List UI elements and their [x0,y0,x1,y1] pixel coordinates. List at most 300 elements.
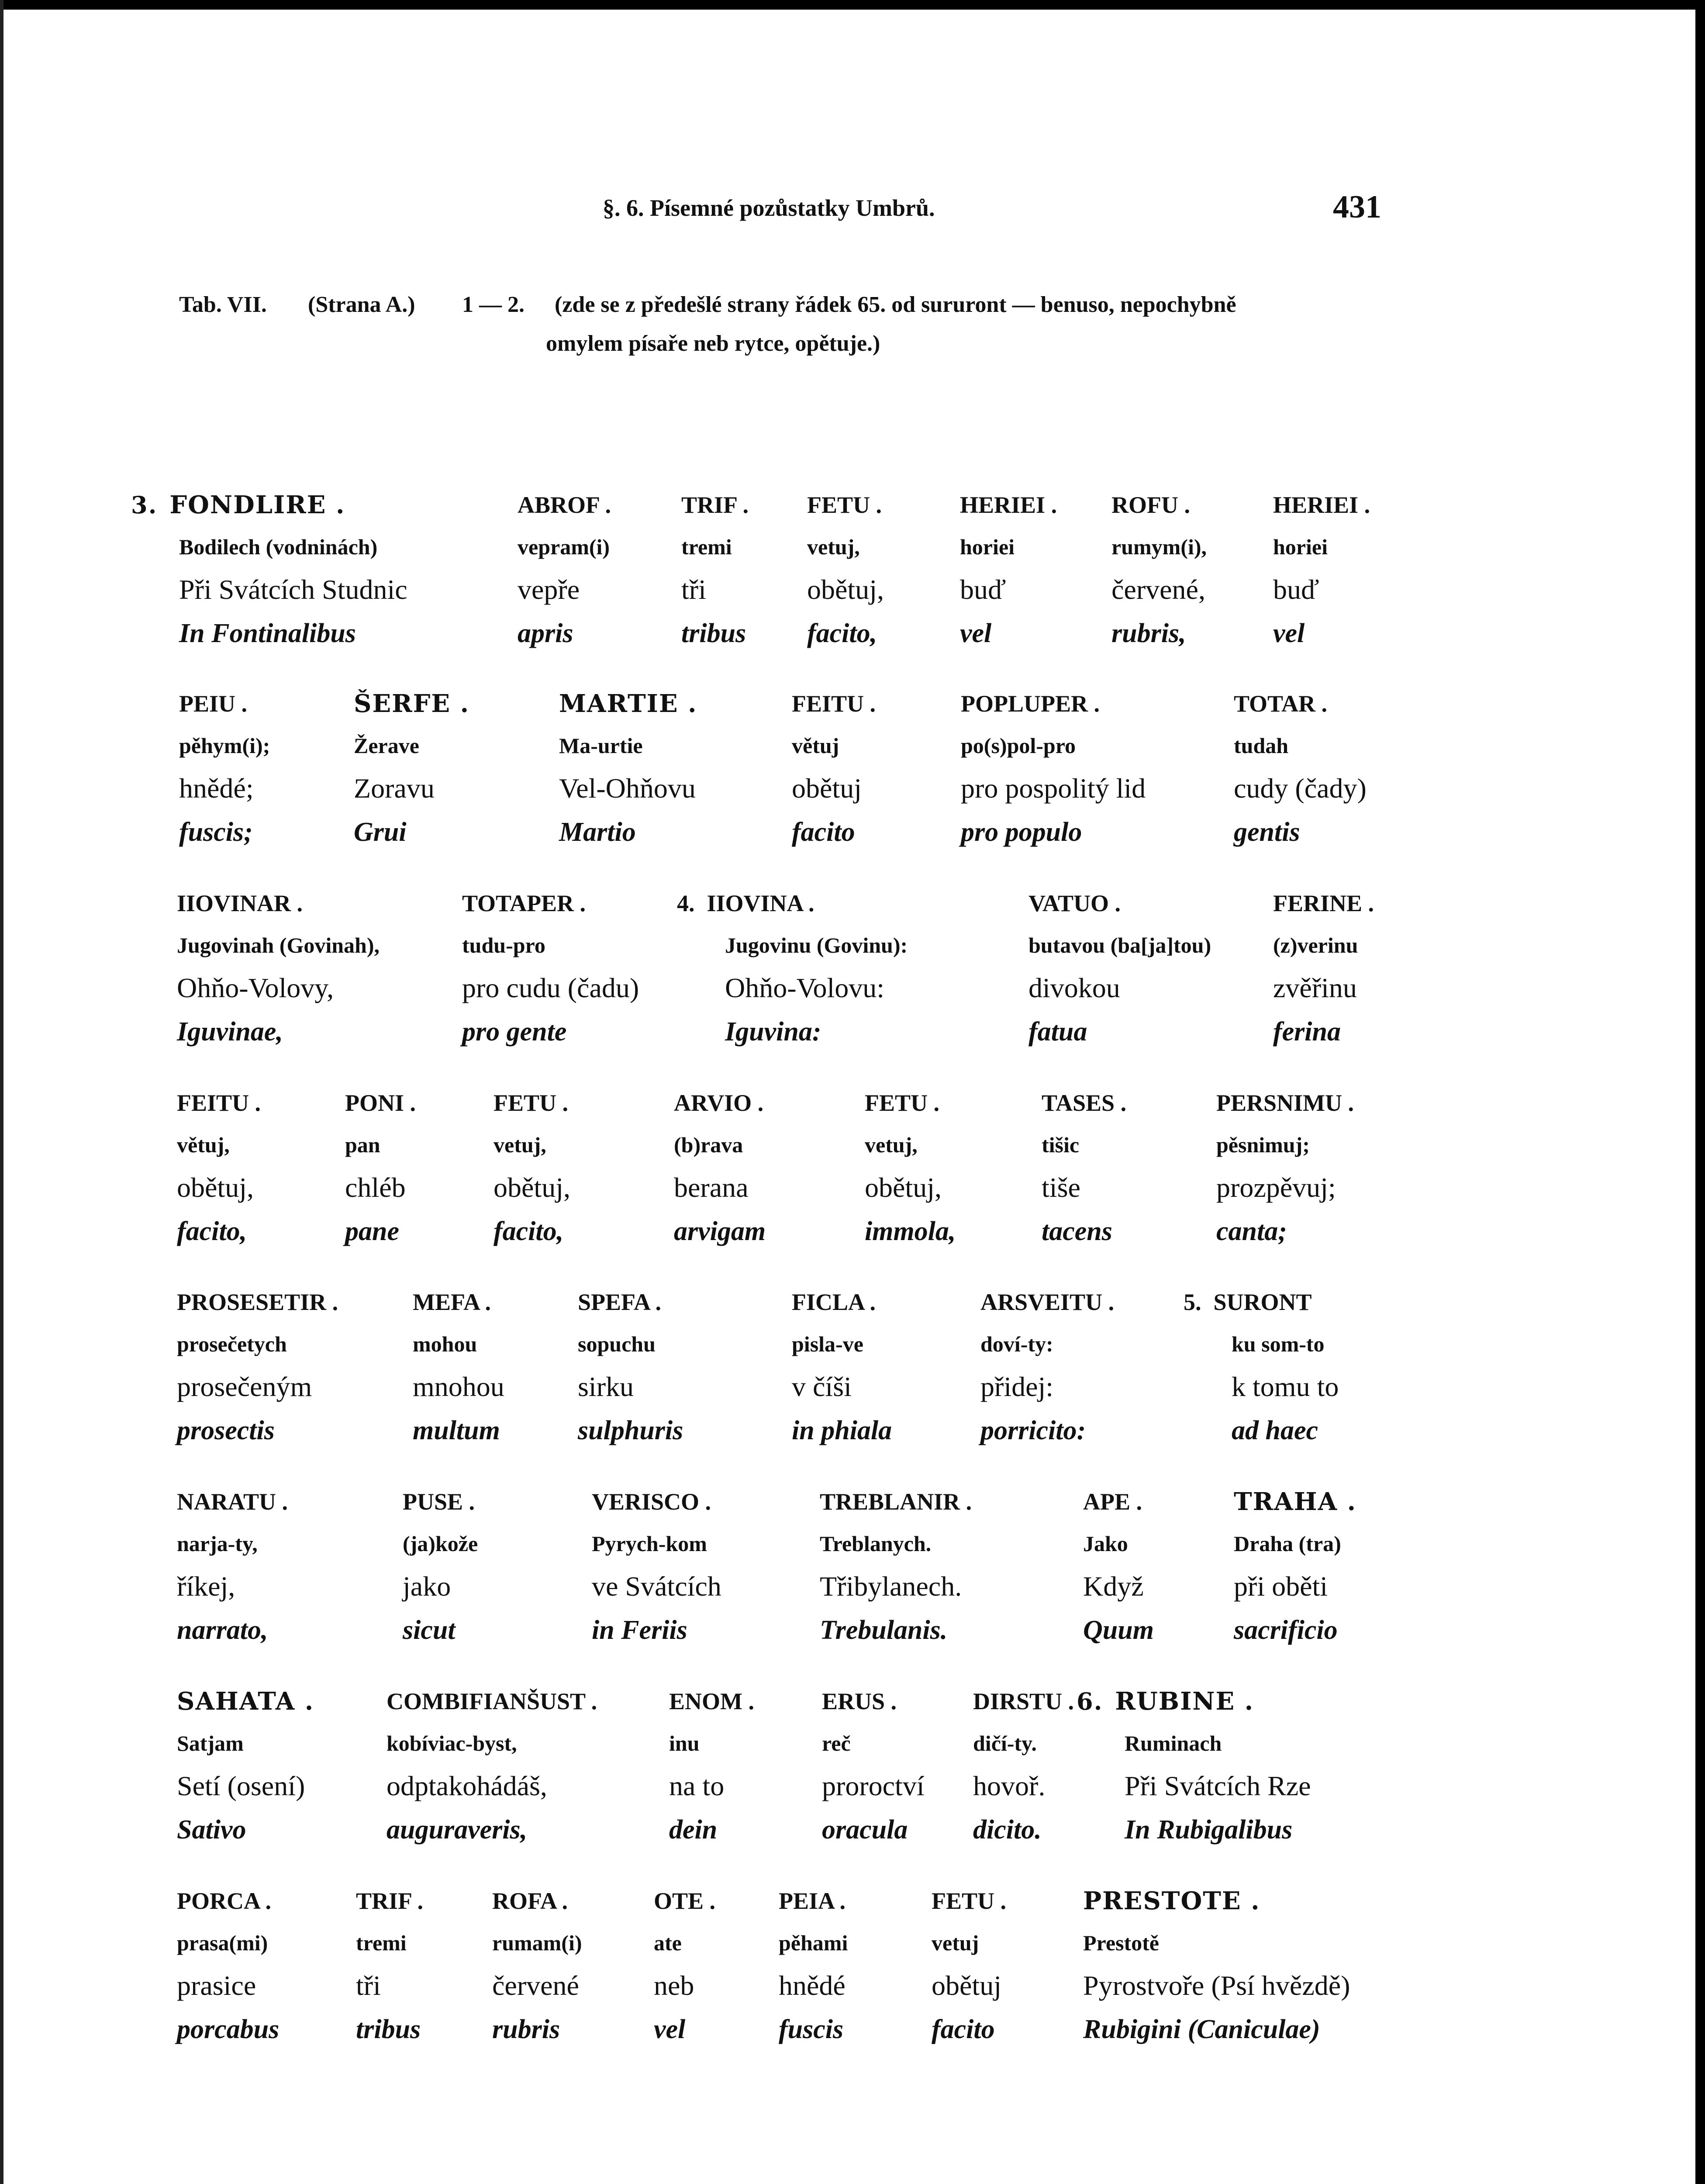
czech-translation: obětuj, [494,1172,570,1203]
umbrian-word-text: FETU . [494,1090,569,1116]
transliteration: tudah [1234,733,1289,758]
transliteration: Jako [1083,1531,1128,1556]
czech-translation: prozpěvuj; [1216,1172,1336,1203]
czech-translation: chléb [345,1172,406,1203]
umbrian-word [961,683,1146,725]
latin-translation: vel [1273,619,1305,648]
umbrian-word [578,1281,683,1323]
glossary-entry [179,683,270,854]
glossary-entry [1234,683,1367,854]
page-border-right [1695,0,1705,2184]
umbrian-word [518,484,611,526]
czech-translation: vepře [518,574,580,605]
czech-translation: Třibylanech. [820,1571,962,1602]
transliteration: Jugovinah (Govinah), [177,933,380,957]
glossary-entry [1042,1082,1126,1253]
glossary-entry [1077,1680,1311,1852]
glossary-entry [961,683,1146,854]
latin-translation: in phiala [792,1416,892,1445]
page-number: 431 [1333,189,1381,225]
umbrian-word [592,1481,721,1523]
umbrian-word [1083,1481,1154,1523]
glossary-entry [345,1082,416,1253]
latin-translation: sicut [403,1615,456,1645]
transliteration: Jugovinu (Govinu): [725,933,908,957]
umbrian-word-text: TRIF . [681,492,749,518]
page-border-left [0,0,3,2184]
umbrian-word [1234,683,1367,725]
transliteration: (z)verinu [1273,933,1358,957]
umbrian-word [1216,1082,1354,1124]
latin-translation: apris [518,619,573,648]
transliteration: dičí-ty. [973,1731,1037,1755]
transliteration: doví-ty: [980,1332,1053,1356]
glossary-entry [1083,1481,1154,1652]
transliteration: Prestotě [1083,1931,1159,1955]
transliteration: Treblanych. [820,1531,932,1556]
latin-translation: dein [669,1815,718,1845]
glossary-entry [1111,484,1207,655]
glossary-entry [1273,882,1374,1054]
line-number: 6. [1077,1687,1103,1715]
czech-translation: tři [356,1970,381,2001]
umbrian-word [820,1481,972,1523]
czech-translation: pro cudu (čadu) [462,972,639,1003]
glossary-entry [403,1481,478,1652]
umbrian-word [177,1880,279,1922]
latin-translation: fatua [1029,1017,1087,1047]
glossary-entry [779,1880,848,2051]
umbrian-word [980,1281,1114,1323]
czech-translation: neb [654,1970,694,2001]
latin-translation: vel [960,619,992,648]
latin-translation: immola, [865,1216,956,1246]
umbrian-word [403,1481,478,1523]
transliteration: vetuj, [807,535,860,559]
czech-translation: jako [403,1571,451,1602]
glossary-entry [592,1481,721,1652]
czech-translation: buď [1273,574,1319,605]
transliteration: horiei [1273,535,1328,559]
transliteration: Ma-urtie [559,733,643,758]
umbrian-word [1273,882,1374,924]
latin-translation: pro populo [961,817,1082,847]
transliteration: rumym(i), [1111,535,1207,559]
transliteration: reč [822,1731,851,1755]
glossary-entry [177,882,380,1054]
latin-translation: vel [654,2015,686,2044]
umbrian-word [1273,484,1370,526]
umbrian-word [674,1082,766,1124]
umbrian-word-text: MARTIE . [559,689,697,718]
intro-note-line2: omylem písaře neb rytce, opětuje.) [546,331,880,356]
umbrian-word [356,1880,423,1922]
latin-translation: arvigam [674,1216,766,1246]
umbrian-word-text: HERIEI . [960,492,1057,518]
czech-translation: Při Svátcích Studnic [179,574,407,605]
umbrian-word [681,484,749,526]
latin-translation: Quum [1083,1615,1154,1645]
transliteration: pan [345,1133,380,1157]
latin-translation: rubris [492,2015,560,2044]
czech-translation: ve Svátcích [592,1571,721,1602]
czech-translation: přidej: [980,1371,1054,1402]
transliteration: pěsnimuj; [1216,1133,1310,1157]
latin-translation: facito, [494,1216,564,1246]
transliteration: vepram(i) [518,535,610,559]
czech-translation: hovoř. [973,1770,1046,1801]
umbrian-word-text: APE . [1083,1489,1142,1515]
umbrian-word [177,882,380,924]
umbrian-word-text: TRAHA . [1234,1487,1357,1516]
glossary-entry [413,1281,504,1452]
umbrian-word-text: PROSESETIR . [177,1289,338,1315]
transliteration: prasa(mi) [177,1931,268,1955]
glossary-entry [387,1680,597,1852]
glossary-entry [131,484,407,655]
umbrian-word [1083,1880,1350,1922]
latin-translation: canta; [1216,1216,1287,1246]
glossary-entry [674,1082,766,1253]
umbrian-word [559,683,697,725]
czech-translation: prosečeným [177,1371,312,1402]
umbrian-word-text: SAHATA . [177,1687,314,1716]
latin-translation: tribus [681,619,746,648]
umbrian-word [177,1481,288,1523]
latin-translation: Iguvinae, [177,1017,283,1047]
umbrian-word-text: ABROF . [518,492,611,518]
glossary-entry [578,1281,683,1452]
umbrian-word-text: IIOVINA . [707,890,815,916]
transliteration: horiei [960,535,1015,559]
umbrian-word [1042,1082,1126,1124]
latin-translation: sulphuris [578,1416,683,1445]
umbrian-word-text: TOTAR . [1234,691,1328,717]
umbrian-word-text: FEITU . [177,1090,261,1116]
umbrian-word-text: SPEFA . [578,1289,662,1315]
transliteration: Satjam [177,1731,244,1755]
glossary-entry [1216,1082,1354,1253]
latin-translation: facito [932,2015,995,2044]
transliteration: inu [669,1731,700,1755]
transliteration: sopuchu [578,1332,656,1356]
latin-translation: facito, [177,1216,247,1246]
umbrian-word [960,484,1057,526]
latin-translation: In Rubigalibus [1125,1815,1293,1845]
latin-translation: ferina [1273,1017,1341,1047]
czech-translation: v číši [792,1371,852,1402]
czech-translation: mnohou [413,1371,504,1402]
latin-translation: prosectis [177,1416,275,1445]
glossary-entry [1273,484,1370,655]
latin-translation: auguraveris, [387,1815,528,1845]
umbrian-word-text: FETU . [865,1090,940,1116]
latin-translation: porcabus [177,2015,280,2044]
umbrian-word [1029,882,1211,924]
glossary-entry [820,1481,972,1652]
line-number: 3. [131,491,158,519]
transliteration: pisla-ve [792,1332,863,1356]
latin-translation: fuscis [779,2015,844,2044]
transliteration: pěhym(i); [179,733,270,758]
umbrian-word [792,1281,892,1323]
umbrian-word [492,1880,582,1922]
glossary-entry [792,683,876,854]
czech-translation: odptakohádáš, [387,1770,547,1801]
latin-translation: Sativo [177,1815,246,1845]
czech-translation: prasice [177,1970,256,2001]
line-number: 5. [1184,1289,1201,1315]
transliteration: Žerave [354,733,419,758]
glossary-entry [492,1880,582,2051]
transliteration: rumam(i) [492,1931,582,1955]
czech-translation: divokou [1029,972,1120,1003]
transliteration: butavou (ba[ja]tou) [1029,933,1211,957]
umbrian-word-text: FEITU . [792,691,876,717]
transliteration: tudu-pro [462,933,545,957]
czech-translation: červené [492,1970,579,2001]
czech-translation: tři [681,574,706,605]
czech-translation: Zoravu [354,773,435,804]
umbrian-word-text: NARATU . [177,1489,288,1515]
umbrian-word-text: HERIEI . [1273,492,1370,518]
transliteration: vetuj [932,1931,979,1955]
czech-translation: na to [669,1770,725,1801]
latin-translation: oracula [822,1815,908,1845]
transliteration: vetuj, [494,1133,546,1157]
transliteration: větuj, [177,1133,230,1157]
umbrian-word [494,1082,570,1124]
umbrian-word-text: OTE . [654,1888,716,1914]
glossary-entry [677,882,908,1054]
umbrian-word-text: ROFA . [492,1888,568,1914]
umbrian-word-text: PERSNIMU . [1216,1090,1354,1116]
umbrian-word-text: PONI . [345,1090,416,1116]
glossary-entry [354,683,469,854]
umbrian-word [865,1082,956,1124]
czech-translation: Ohňo-Volovu: [725,972,885,1003]
page-border-top [0,0,1705,10]
transliteration: ku som-to [1232,1332,1325,1356]
latin-translation: dicito. [973,1815,1042,1845]
glossary-entry [462,882,639,1054]
umbrian-word-text: COMBIFIANŠUST . [387,1688,597,1714]
czech-translation: červené, [1111,574,1205,605]
glossary-entry [1184,1281,1339,1452]
glossary-entry [1083,1880,1350,2051]
transliteration: narja-ty, [177,1531,258,1556]
umbrian-word [1111,484,1207,526]
umbrian-word-text: PEIU . [179,691,248,717]
transliteration: pěhami [779,1931,848,1955]
umbrian-word [779,1880,848,1922]
czech-translation: pro pospolitý lid [961,773,1146,804]
transliteration: větuj [792,733,839,758]
glossary-entry [177,1082,261,1253]
glossary-entry [356,1880,423,2051]
umbrian-word-text: TASES . [1042,1090,1127,1116]
transliteration: tremi [681,535,732,559]
latin-translation: tribus [356,2015,421,2044]
umbrian-word-text: MEFA . [413,1289,491,1315]
umbrian-word [932,1880,1006,1922]
glossary-entry [932,1880,1006,2051]
umbrian-word [177,1281,338,1323]
transliteration: kobíviac-byst, [387,1731,517,1755]
umbrian-word [654,1880,715,1922]
umbrian-word-text: ERUS . [822,1688,897,1714]
czech-translation: berana [674,1172,749,1203]
glossary-entry [822,1680,925,1852]
latin-translation: In Fontinalibus [179,619,356,648]
glossary-entry [669,1680,754,1852]
czech-translation: k tomu to [1232,1371,1339,1402]
czech-translation: obětuj, [865,1172,942,1203]
latin-translation: ad haec [1232,1416,1318,1445]
umbrian-word-text: ROFU . [1111,492,1190,518]
latin-translation: Trebulanis. [820,1615,948,1645]
czech-translation: hnědé; [179,773,254,804]
latin-translation: Iguvina: [725,1017,821,1047]
czech-translation: Když [1083,1571,1144,1602]
czech-translation: Vel-Ohňovu [559,773,696,804]
umbrian-word [677,882,908,924]
glossary-entry [494,1082,570,1253]
line-number: 4. [677,890,695,916]
umbrian-word-text: ARSVEITU . [980,1289,1115,1315]
czech-translation: Setí (osení) [177,1770,305,1801]
transliteration: (ja)kože [403,1531,478,1556]
umbrian-word-text: POPLUPER . [961,691,1100,717]
latin-translation: narrato, [177,1615,268,1645]
umbrian-word [345,1082,416,1124]
transliteration: ate [654,1931,682,1955]
transliteration: Pyrych-kom [592,1531,707,1556]
transliteration: po(s)pol-pro [961,733,1076,758]
czech-translation: sirku [578,1371,634,1402]
umbrian-word-text: SURONT [1213,1289,1312,1315]
latin-translation: facito, [807,619,877,648]
umbrian-word-text: VATUO . [1029,890,1121,916]
umbrian-word-text: DIRSTU . [973,1688,1074,1714]
transliteration: (b)rava [674,1133,743,1157]
czech-translation: Ohňo-Volovy, [177,972,334,1003]
glossary-entry [654,1880,715,2051]
table-side: (Strana A.) [308,292,415,317]
umbrian-word-text: FERINE . [1273,890,1374,916]
umbrian-word-text: PRESTOTE . [1083,1887,1260,1915]
glossary-entry [865,1082,956,1253]
umbrian-word [822,1680,925,1722]
umbrian-word-text: ENOM . [669,1688,754,1714]
latin-translation: in Feriis [592,1615,687,1645]
umbrian-word [413,1281,504,1323]
latin-translation: Grui [354,817,407,847]
transliteration: mohou [413,1332,477,1356]
latin-translation: rubris, [1111,619,1186,648]
latin-translation: tacens [1042,1216,1112,1246]
line-range: 1 — 2. [462,292,525,317]
czech-translation: zvěřinu [1273,972,1357,1003]
umbrian-word-text: PORCA . [177,1888,271,1914]
umbrian-word-text: FONDLIRE . [169,491,345,519]
umbrian-word [669,1680,754,1722]
czech-translation: obětuj [792,773,862,804]
transliteration: tišic [1042,1133,1080,1157]
latin-translation: fuscis; [179,817,253,847]
umbrian-word [387,1680,597,1722]
glossary-entry [177,1880,279,2051]
transliteration: Ruminach [1125,1731,1222,1755]
umbrian-word [1077,1680,1311,1722]
glossary-entry [980,1281,1114,1452]
umbrian-word [179,683,270,725]
umbrian-word-text: TRIF . [356,1888,424,1914]
umbrian-word-text: ARVIO . [674,1090,764,1116]
umbrian-word [462,882,639,924]
umbrian-word-text: VERISCO . [592,1489,711,1515]
czech-translation: Při Svátcích Rze [1125,1770,1311,1801]
czech-translation: Pyrostvoře (Psí hvězdě) [1083,1970,1350,2001]
latin-translation: Martio [559,817,636,847]
glossary-entry [973,1680,1074,1852]
transliteration: Bodilech (vodninách) [179,535,378,559]
umbrian-word-text: TREBLANIR . [820,1489,972,1515]
umbrian-word [792,683,876,725]
umbrian-word [1234,1481,1356,1523]
czech-translation: obětuj, [807,574,884,605]
table-label: Tab. VII. [179,292,267,317]
czech-translation: buď [960,574,1006,605]
czech-translation: obětuj [932,1970,1001,2001]
umbrian-word [973,1680,1074,1722]
umbrian-word [354,683,469,725]
umbrian-word [177,1680,314,1722]
umbrian-word [1184,1281,1339,1323]
umbrian-word-text: RUBINE . [1115,1687,1254,1716]
umbrian-word-text: FETU . [807,492,882,518]
czech-translation: říkej, [177,1571,235,1602]
umbrian-word-text: FICLA . [792,1289,876,1315]
czech-translation: proroctví [822,1770,925,1801]
glossary-entry [177,1680,314,1852]
umbrian-word [807,484,884,526]
umbrian-word-text: FETU . [932,1888,1007,1914]
latin-translation: facito [792,817,855,847]
umbrian-word-text: ŠERFE . [354,689,470,718]
intro-note-line1: (zde se z předešlé strany řádek 65. od sururont — benuso, nepochybně [555,292,1236,317]
glossary-entry [960,484,1057,655]
latin-translation: pro gente [462,1017,567,1047]
glossary-entry [1234,1481,1356,1652]
czech-translation: hnědé [779,1970,846,2001]
czech-translation: obětuj, [177,1172,254,1203]
glossary-entry [177,1481,288,1652]
umbrian-word-text: PEIA . [779,1888,846,1914]
transliteration: vetuj, [865,1133,918,1157]
czech-translation: při oběti [1234,1571,1328,1602]
running-title: §. 6. Písemné pozůstatky Umbrů. [603,195,935,221]
latin-translation: multum [413,1416,500,1445]
umbrian-word-text: PUSE . [403,1489,475,1515]
umbrian-word-text: IIOVINAR . [177,890,303,916]
czech-translation: cudy (čady) [1234,773,1367,804]
glossary-entry [177,1281,338,1452]
latin-translation: pane [345,1216,399,1246]
glossary-entry [792,1281,892,1452]
umbrian-word-text: TOTAPER . [462,890,586,916]
glossary-entry [1029,882,1211,1054]
